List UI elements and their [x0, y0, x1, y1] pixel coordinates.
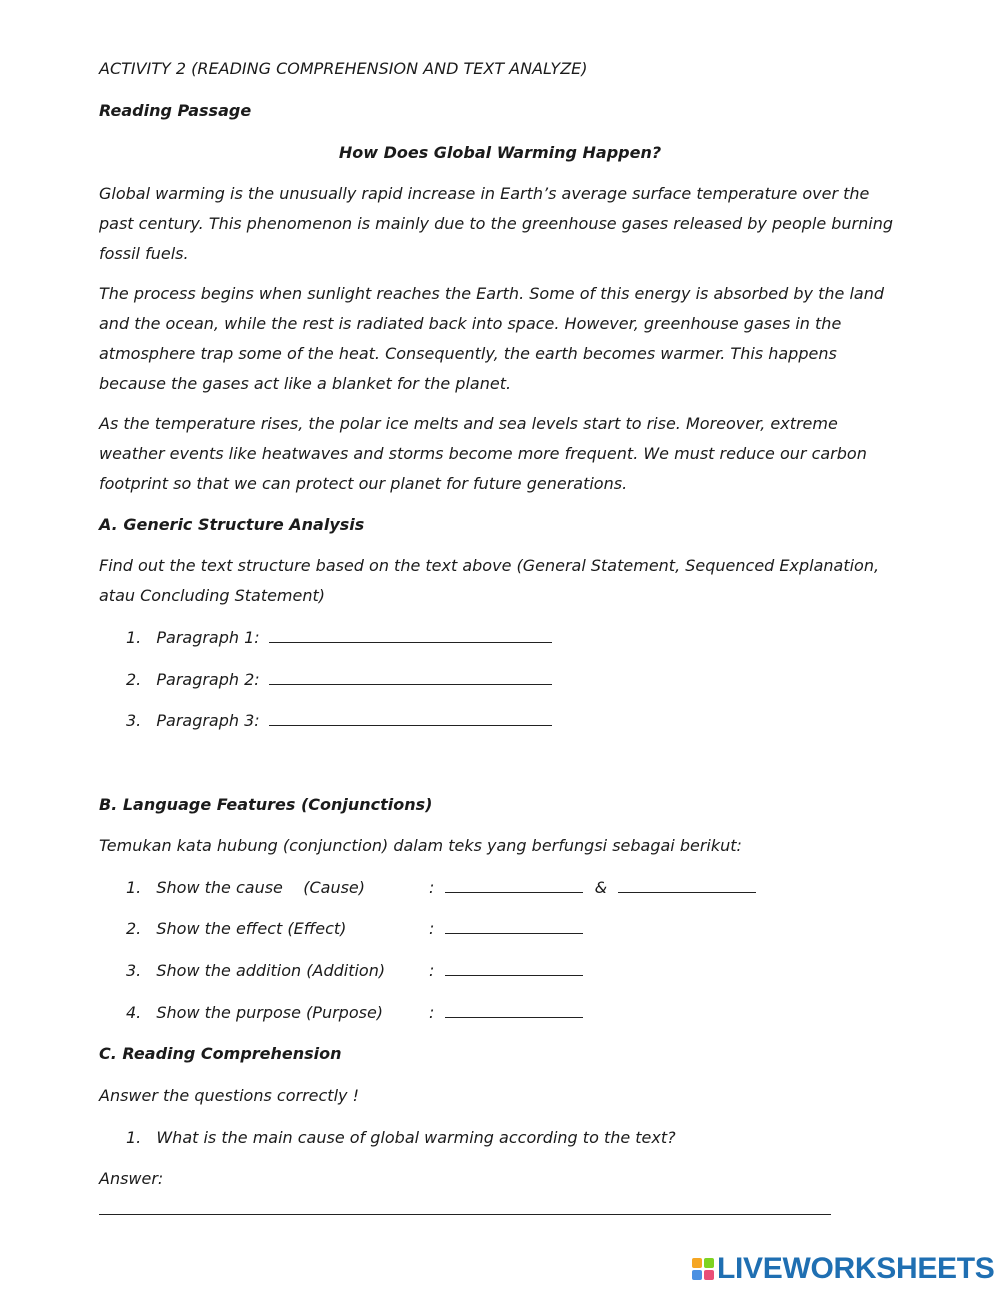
- logo-square: [692, 1258, 702, 1268]
- passage-line: Global warming is the unusually rapid increase in Earth’s average surface temperature over the: [99, 184, 870, 203]
- item-number: 1.: [126, 878, 142, 897]
- passage-line: and the ocean, while the rest is radiated back into space. However, greenhouse gases in the: [99, 314, 842, 333]
- section-b-instruction: Temukan kata hubung (conjunction) dalam teks yang berfungsi sebagai berikut:: [99, 836, 742, 855]
- cause-answers: [429, 878, 756, 897]
- item-number: 1.: [126, 628, 142, 647]
- purpose-answers: [429, 1003, 583, 1022]
- effect-answers: [429, 919, 583, 938]
- instruction-line: Find out the text structure based on the text above (General Statement, Sequenced Explanation,: [99, 556, 880, 575]
- effect-answer-blank[interactable]: [445, 919, 583, 934]
- structure-item-2: [126, 670, 552, 689]
- paragraph-1-answer-blank[interactable]: [269, 628, 552, 643]
- passage-line: The process begins when sunlight reaches the Earth. Some of this energy is absorbed by the land: [99, 284, 884, 303]
- conjunction-item-effect: [126, 919, 346, 938]
- question-text: What is the main cause of global warming according to the text?: [156, 1128, 676, 1147]
- logo-square: [692, 1270, 702, 1280]
- conjunction-item-cause: [126, 878, 365, 897]
- item-label: Paragraph 1:: [156, 628, 260, 647]
- passage-paragraph-1: [99, 179, 899, 269]
- conjunction-item-purpose: [126, 1003, 383, 1022]
- structure-item-3: [126, 711, 552, 730]
- conjunction-item-addition: [126, 961, 385, 980]
- section-a-heading: A. Generic Structure Analysis: [99, 515, 365, 534]
- passage-paragraph-2: [99, 279, 899, 399]
- passage-line: weather events like heatwaves and storms become more frequent. We must reduce our carbon: [99, 444, 867, 463]
- passage-line: footprint so that we can protect our planet for future generations.: [99, 474, 628, 493]
- item-label: Show the cause (Cause): [156, 878, 366, 897]
- item-label: Show the purpose (Purpose): [156, 1003, 384, 1022]
- paragraph-3-answer-blank[interactable]: [269, 711, 552, 726]
- section-c-heading: C. Reading Comprehension: [99, 1044, 342, 1063]
- colon: :: [429, 878, 435, 897]
- passage-line: atmosphere trap some of the heat. Consequently, the earth becomes warmer. This happens: [99, 344, 837, 363]
- item-label: Show the addition (Addition): [156, 961, 386, 980]
- logo-square: [704, 1258, 714, 1268]
- section-a-instruction: [99, 551, 899, 611]
- passage-line: As the temperature rises, the polar ice melts and sea levels start to rise. Moreover, extreme: [99, 414, 838, 433]
- item-number: 2.: [126, 919, 142, 938]
- question-1: [126, 1128, 676, 1147]
- colon: :: [429, 919, 435, 938]
- passage-line: past century. This phenomenon is mainly due to the greenhouse gases released by people burning: [99, 214, 894, 233]
- activity-title: ACTIVITY 2 (READING COMPREHENSION AND TEXT ANALYZE): [99, 59, 588, 78]
- addition-answers: [429, 961, 583, 980]
- question-1-answer-line[interactable]: [99, 1214, 831, 1215]
- liveworksheets-logo-icon: [692, 1258, 714, 1280]
- passage-paragraph-3: [99, 409, 899, 499]
- item-number: 2.: [126, 670, 142, 689]
- logo-square: [704, 1270, 714, 1280]
- cause-answer-blank-1[interactable]: [445, 878, 583, 893]
- reading-label: Reading Passage: [99, 101, 252, 120]
- item-number: 3.: [126, 961, 142, 980]
- passage-line: fossil fuels.: [99, 244, 189, 263]
- colon: :: [429, 961, 435, 980]
- item-number: 4.: [126, 1003, 142, 1022]
- liveworksheets-logo: [692, 1252, 995, 1286]
- item-label: Paragraph 2:: [156, 670, 260, 689]
- answer-label: Answer:: [99, 1169, 164, 1188]
- addition-answer-blank[interactable]: [445, 961, 583, 976]
- passage-line: because the gases act like a blanket for the planet.: [99, 374, 512, 393]
- ampersand: &: [594, 878, 608, 897]
- structure-item-1: [126, 628, 552, 647]
- instruction-line: atau Concluding Statement): [99, 586, 326, 605]
- item-label: Show the effect (Effect): [156, 919, 347, 938]
- item-label: Paragraph 3:: [156, 711, 260, 730]
- paragraph-2-answer-blank[interactable]: [269, 670, 552, 685]
- question-number: 1.: [126, 1128, 142, 1147]
- purpose-answer-blank[interactable]: [445, 1003, 583, 1018]
- item-number: 3.: [126, 711, 142, 730]
- colon: :: [429, 1003, 435, 1022]
- brand-name: LIVEWORKSHEETS: [717, 1252, 995, 1285]
- cause-answer-blank-2[interactable]: [618, 878, 756, 893]
- section-b-heading: B. Language Features (Conjunctions): [99, 795, 433, 814]
- passage-title: How Does Global Warming Happen?: [338, 143, 662, 162]
- section-c-instruction: Answer the questions correctly !: [99, 1086, 359, 1105]
